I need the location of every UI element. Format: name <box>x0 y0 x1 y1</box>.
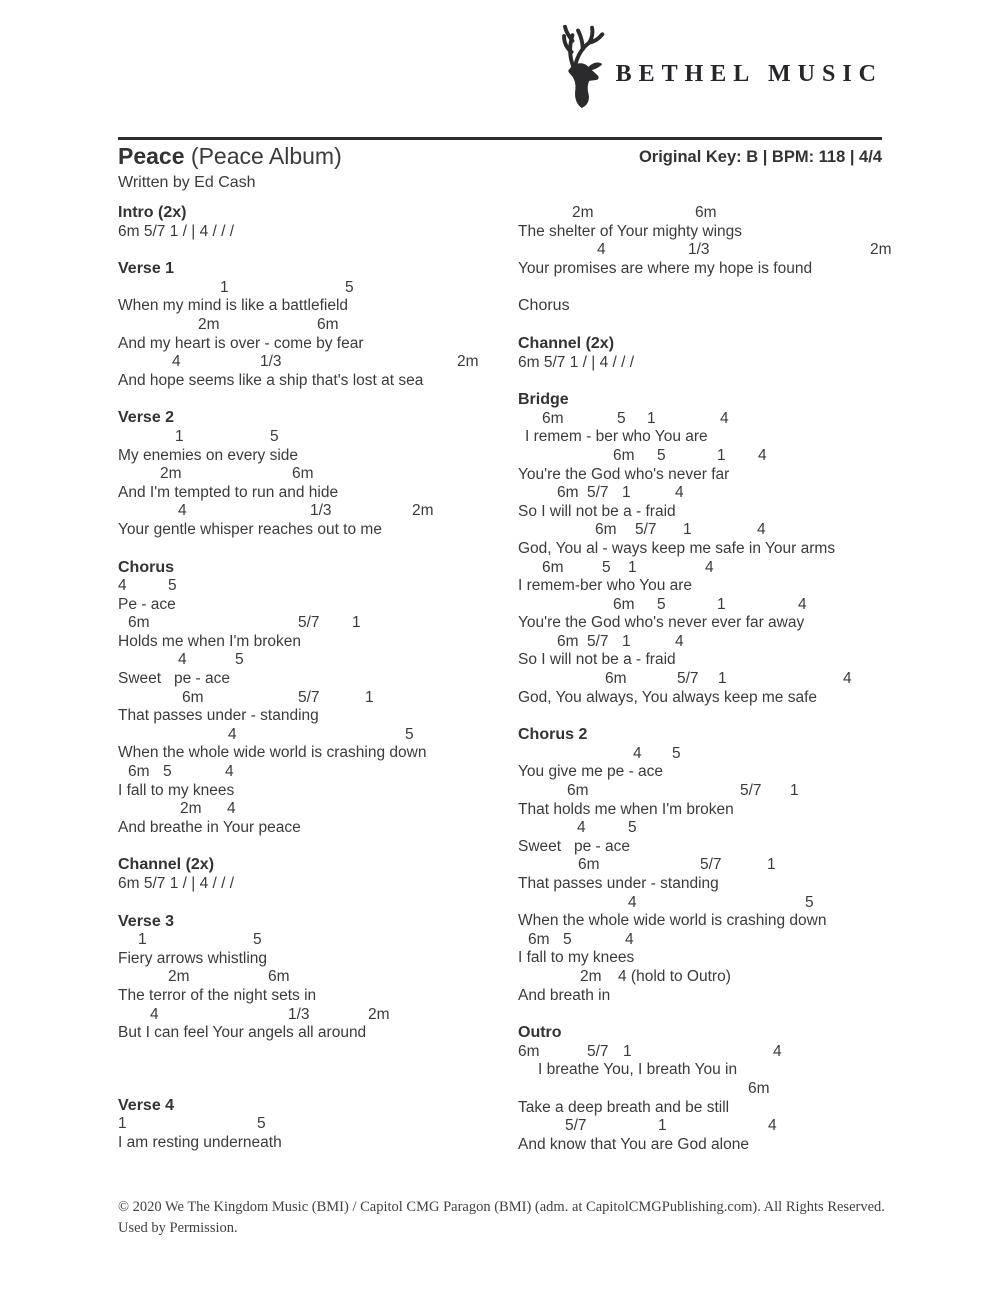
title-rule <box>118 137 882 140</box>
chord-line <box>518 633 882 652</box>
chord: 4 <box>633 744 642 762</box>
chord-line <box>118 800 518 819</box>
chord-line <box>118 931 518 950</box>
deer-stag-head-icon <box>551 24 607 108</box>
chord-line <box>118 465 518 484</box>
chord-line <box>118 502 518 521</box>
chord-line <box>518 521 882 540</box>
chord-chart-columns <box>118 204 892 1173</box>
song-section <box>518 726 882 1005</box>
chord: 2m <box>168 968 190 986</box>
chord: 1 <box>628 558 637 576</box>
chord: 2m <box>368 1005 390 1023</box>
chord: 6m <box>567 782 589 800</box>
section-heading: Outro <box>518 1024 562 1042</box>
chord: 1 <box>717 595 726 613</box>
chord-line <box>118 763 518 782</box>
chord: 6m <box>542 409 564 427</box>
chord: 5 <box>168 577 177 595</box>
chord: 1 <box>138 931 147 949</box>
lyric-line: And my heart is over - come by fear <box>118 334 364 352</box>
chord: 1 <box>118 1115 127 1133</box>
chord-line <box>118 428 518 447</box>
section-heading: Verse 3 <box>118 912 175 930</box>
chord: 6m <box>595 521 617 539</box>
lyric-line: That passes under - standing <box>118 707 319 725</box>
chord: 5/7 <box>565 1117 587 1135</box>
chord: 4 <box>577 819 586 837</box>
chord: 5 <box>657 595 666 613</box>
section-heading: Channel (2x) <box>518 334 615 352</box>
lyric-line: I breathe You, I breath You in <box>538 1061 738 1079</box>
chord: 1 <box>352 614 361 632</box>
lyric-line: Sweet pe - ace <box>118 670 231 688</box>
section-heading: Verse 1 <box>118 260 175 278</box>
chord: 5 <box>805 893 814 911</box>
chord: 4 <box>228 725 237 743</box>
chord: 5 <box>253 931 262 949</box>
lyric-line: You're the God who's never far <box>518 465 730 483</box>
lyric-line: But I can feel Your angels all around <box>118 1024 367 1042</box>
chord-line <box>118 651 518 670</box>
chord-line <box>518 1080 882 1099</box>
chord: 4 <box>705 558 714 576</box>
lyric-line: Your gentle whisper reaches out to me <box>118 520 382 538</box>
section-heading: Chorus <box>118 558 174 576</box>
chord: 5 <box>628 819 637 837</box>
chord: 1 <box>622 484 631 502</box>
chord: 5 <box>405 725 414 743</box>
chord: 6m <box>128 763 150 781</box>
chord-line <box>518 819 882 838</box>
chord-line <box>118 279 518 298</box>
lyric-line: The shelter of Your mighty wings <box>518 222 743 240</box>
chord: 1 <box>790 782 799 800</box>
chord: 5/7 <box>740 782 762 800</box>
chord-line <box>518 559 882 578</box>
chord: 6m <box>605 670 627 688</box>
chord: 1 <box>767 856 776 874</box>
chord-line <box>518 782 882 801</box>
song-section <box>118 260 518 390</box>
lyric-line: 6m 5/7 1 / | 4 / / / <box>518 353 635 371</box>
lyric-line: Pe - ace <box>118 595 176 613</box>
chord: 4 <box>150 1005 159 1023</box>
chord: 6m <box>613 595 635 613</box>
chord: 4 <box>768 1117 777 1135</box>
chord-line <box>518 447 882 466</box>
chord: 4 <box>172 353 181 371</box>
song-section <box>118 559 518 838</box>
chord: 6m <box>518 1042 540 1060</box>
chord: 1/3 <box>288 1005 310 1023</box>
lyric-line: The terror of the night sets in <box>118 986 317 1004</box>
song-title-text: Peace <box>118 143 185 169</box>
lyric-line: 6m 5/7 1 / | 4 / / / <box>118 875 235 892</box>
section-heading: Verse 2 <box>118 409 175 427</box>
chord-line <box>518 931 882 950</box>
chord: 5 <box>345 278 354 296</box>
chord-line <box>518 856 882 875</box>
section-heading: Chorus 2 <box>518 726 588 744</box>
chord: 5/7 <box>587 1042 609 1060</box>
chord: 2m <box>572 204 594 221</box>
song-section <box>518 1024 882 1154</box>
chord: 5 <box>657 446 666 464</box>
chord: 4 <box>675 632 684 650</box>
chord: 4 <box>227 800 236 818</box>
chord-line <box>518 894 882 913</box>
chord: 2m <box>870 241 892 259</box>
chord: 6m <box>578 856 600 874</box>
chord: 4 <box>225 763 234 781</box>
lyric-line: And hope seems like a ship that's lost at sea <box>118 371 424 389</box>
song-section <box>518 335 882 372</box>
chord-chart-left-column <box>118 204 518 1173</box>
chord: 1 <box>623 1042 632 1060</box>
chord: 4 <box>178 502 187 520</box>
lyric-line: Fiery arrows whistling <box>118 949 268 967</box>
chord: 5 <box>235 651 244 669</box>
chord: 6m <box>557 632 579 650</box>
lyric-line: I am resting underneath <box>118 1133 282 1151</box>
chord: 6m <box>542 558 564 576</box>
lyric-line: So I will not be a - fraid <box>518 502 676 520</box>
lyric-line: You're the God who's never ever far away <box>518 614 805 632</box>
lyric-line: God, You al - ways keep me safe in Your arms <box>518 539 836 557</box>
chord: 4 (hold to Outro) <box>618 967 731 985</box>
chord-line <box>118 577 518 596</box>
chord: 2m <box>580 967 602 985</box>
chord-line <box>518 745 882 764</box>
album-name: (Peace Album) <box>190 143 342 169</box>
chord: 1 <box>365 688 374 706</box>
chord: 4 <box>597 241 606 259</box>
bethel-music-logo <box>551 24 883 108</box>
lyric-line: That passes under - standing <box>518 875 719 892</box>
chord: 2m <box>457 353 479 371</box>
chord: 1 <box>718 670 727 688</box>
chord: 2m <box>180 800 202 818</box>
chord: 6m <box>613 446 635 464</box>
lyric-line: When the whole wide world is crashing down <box>518 912 827 930</box>
chord: 1/3 <box>688 241 710 259</box>
lyric-line: My enemies on every side <box>118 446 299 464</box>
chord-line <box>518 484 882 503</box>
chord: 6m <box>268 968 290 986</box>
section-heading: Channel (2x) <box>118 856 215 874</box>
chord-line <box>518 241 892 260</box>
chord: 6m <box>317 315 339 333</box>
chord-line <box>118 726 518 745</box>
section-heading: Intro (2x) <box>118 204 187 221</box>
chord: 1 <box>647 409 656 427</box>
lyric-line: I fall to my knees <box>118 781 235 799</box>
chord: 4 <box>628 893 637 911</box>
chord: 5 <box>617 409 626 427</box>
chord-line <box>518 968 882 987</box>
chord: 5 <box>163 763 172 781</box>
chord: 5 <box>270 427 279 445</box>
lyric-line: And know that You are God alone <box>518 1135 749 1153</box>
song-section <box>118 1097 518 1153</box>
song-section <box>118 913 518 1043</box>
lyric-line: So I will not be a - fraid <box>518 651 676 669</box>
chord: 5 <box>563 930 572 948</box>
chord: 4 <box>758 446 767 464</box>
chord-line <box>518 204 882 223</box>
chord: 4 <box>843 670 852 688</box>
lyric-line: You give me pe - ace <box>518 763 664 781</box>
section-heading: Bridge <box>518 391 569 409</box>
chord: 5/7 <box>587 484 609 502</box>
chord: 5/7 <box>587 632 609 650</box>
lyric-line: That holds me when I'm broken <box>518 800 734 818</box>
chord: 6m <box>557 484 579 502</box>
lyric-line: And I'm tempted to run and hide <box>118 483 339 501</box>
lyric-line: I remem - ber who You are <box>525 428 708 446</box>
song-section <box>118 856 518 893</box>
chord: 2m <box>198 315 220 333</box>
chord: 5/7 <box>298 688 320 706</box>
chord-line <box>118 316 518 335</box>
chord: 1/3 <box>310 502 332 520</box>
chord-line <box>118 689 518 708</box>
song-section <box>118 204 518 241</box>
chord: 5 <box>257 1115 266 1133</box>
chord-chart-right-column <box>518 204 892 1173</box>
lyric-line: Take a deep breath and be still <box>518 1098 730 1116</box>
chord: 4 <box>757 521 766 539</box>
chord: 4 <box>798 595 807 613</box>
chord-line <box>118 968 518 987</box>
lyric-line: And breath in <box>518 986 611 1004</box>
chord: 6m <box>695 204 717 221</box>
chord: 6m <box>748 1079 770 1097</box>
song-title <box>118 143 342 170</box>
brand-wordmark: BETHEL MUSIC <box>615 60 883 87</box>
chord: 1 <box>220 278 229 296</box>
chord: 4 <box>720 409 729 427</box>
chord: 1 <box>717 446 726 464</box>
chord: 5/7 <box>298 614 320 632</box>
chord: 5 <box>672 744 681 762</box>
chord: 2m <box>412 502 434 520</box>
section-heading: Verse 4 <box>118 1096 175 1114</box>
chord: 2m <box>160 465 182 483</box>
section-heading: Chorus <box>518 297 570 315</box>
chord-line <box>118 614 518 633</box>
chord: 5 <box>602 558 611 576</box>
lyric-line: When my mind is like a battlefield <box>118 297 349 315</box>
chord: 6m <box>182 688 204 706</box>
chord: 4 <box>625 930 634 948</box>
chord: 1 <box>622 632 631 650</box>
lyric-line: Holds me when I'm broken <box>118 632 302 650</box>
title-row <box>118 143 882 170</box>
chord-line <box>518 596 882 615</box>
chord: 6m <box>128 614 150 632</box>
song-meta: Original Key: B | BPM: 118 | 4/4 <box>638 148 882 166</box>
chord-line <box>518 410 882 429</box>
chord: 4 <box>675 484 684 502</box>
lyric-line: Your promises are where my hope is found <box>518 259 813 277</box>
chord: 1/3 <box>260 353 282 371</box>
chord: 4 <box>178 651 187 669</box>
song-section <box>518 204 892 278</box>
chord: 6m <box>292 465 314 483</box>
chord-line <box>518 1117 882 1136</box>
chord-line <box>518 1043 882 1062</box>
chord-line <box>518 670 882 689</box>
lyric-line: 6m 5/7 1 / | 4 / / / <box>118 222 235 240</box>
lyric-line: And breathe in Your peace <box>118 818 301 836</box>
chord: 5/7 <box>700 856 722 874</box>
chord: 5/7 <box>635 521 657 539</box>
song-section <box>518 297 882 316</box>
lyric-line: Sweet pe - ace <box>518 837 631 855</box>
chord: 4 <box>118 577 127 595</box>
chord-line <box>118 353 518 372</box>
chord: 4 <box>773 1042 782 1060</box>
chord-line <box>118 1115 518 1134</box>
writer-credit: Written by Ed Cash <box>118 174 256 191</box>
song-section <box>518 391 882 707</box>
lyric-line: I remem-ber who You are <box>518 577 693 595</box>
copyright-footer: © 2020 We The Kingdom Music (BMI) / Capitol CMG Paragon (BMI) (adm. at CapitolCMGPublishing.com). All Rights Reserved. Used by Permission. <box>118 1199 885 1236</box>
chord: 6m <box>528 930 550 948</box>
lyric-line: When the whole wide world is crashing down <box>118 744 427 762</box>
chord: 1 <box>658 1117 667 1135</box>
chord: 1 <box>683 521 692 539</box>
chord-line <box>118 1006 518 1025</box>
chord: 1 <box>175 427 184 445</box>
song-section <box>118 409 518 539</box>
lyric-line: I fall to my knees <box>518 949 635 967</box>
lyric-line: God, You always, You always keep me safe <box>518 688 818 706</box>
chord: 5/7 <box>677 670 699 688</box>
